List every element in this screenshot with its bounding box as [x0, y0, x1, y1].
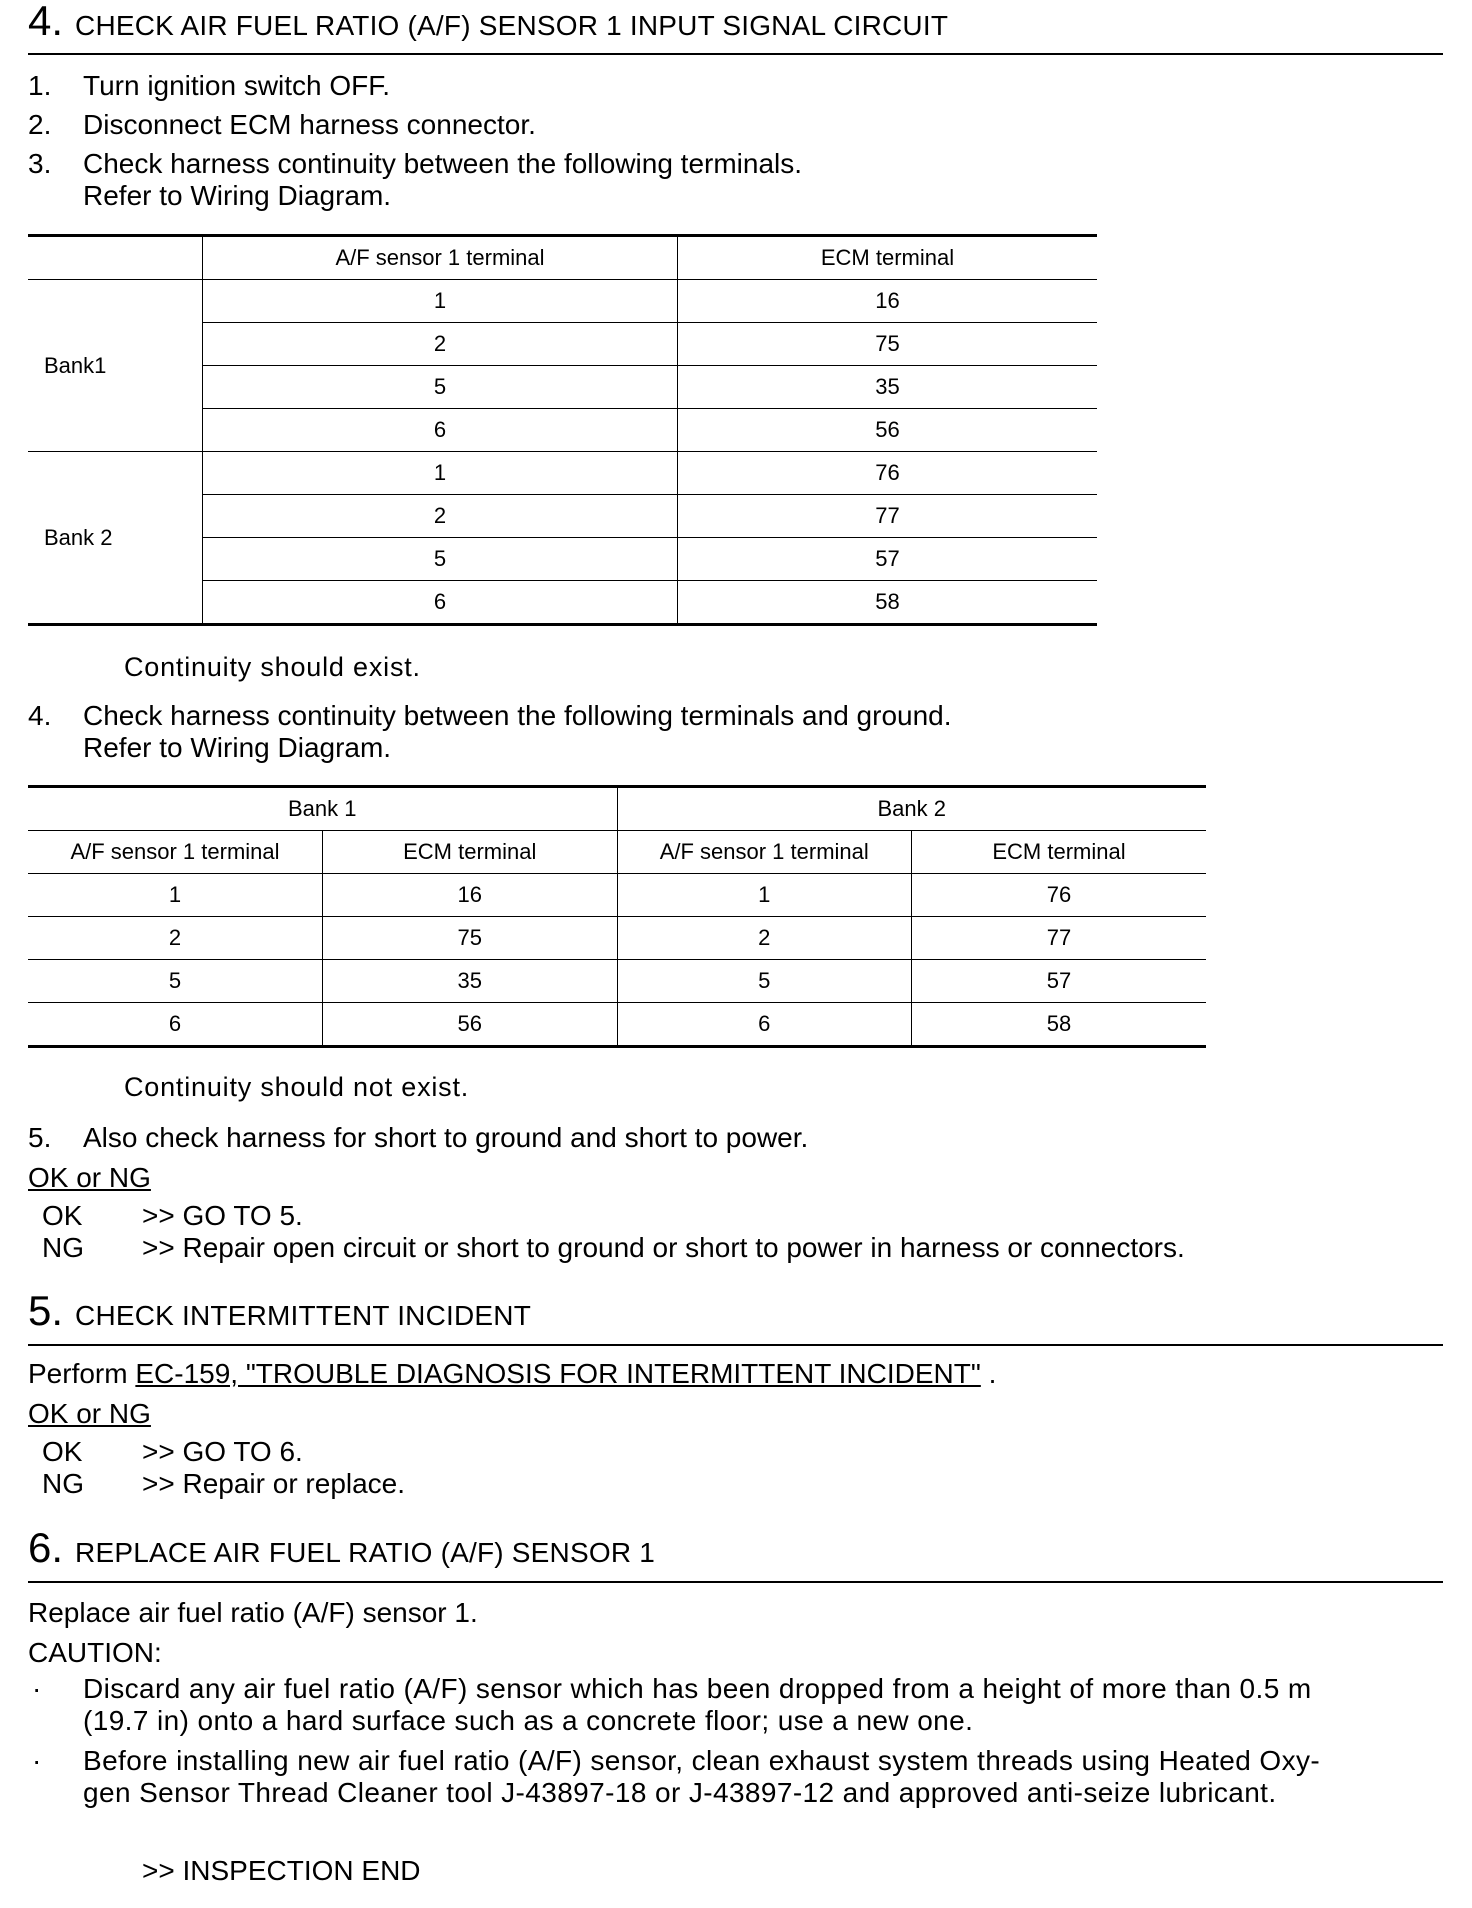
table-row: 2 77: [28, 495, 1097, 538]
step-4-instructions: [28, 70, 1443, 212]
list-item: · Before installing new air fuel ratio (A/F) sensor, clean exhaust system threads using Heated Oxy- gen Sensor Thread Cleaner tool J-43897-18 or J-43897-12 and approved anti-seize lubricant.: [32, 1745, 1321, 1808]
table-row: Bank1 1 16: [28, 280, 1097, 323]
table-row: 5 35: [28, 366, 1097, 409]
bank-label: Bank1: [28, 280, 203, 452]
step-4-header: 4 . CHECK AIR FUEL RATIO (A/F) SENSOR 1 INPUT SIGNAL CIRCUIT: [28, 0, 1443, 55]
ok-result: OK >> GO TO 6.: [42, 1436, 303, 1467]
step-5-number: 5: [28, 1287, 52, 1334]
intermittent-incident-link[interactable]: EC-159, "TROUBLE DIAGNOSIS FOR INTERMITTENT INCIDENT": [135, 1358, 981, 1389]
instruction-5: 5. Also check harness for short to ground and short to power.: [28, 1122, 809, 1153]
ng-result: NG >> Repair open circuit or short to ground or short to power in harness or connectors.: [42, 1232, 1185, 1263]
step-4-number: 4: [28, 0, 52, 44]
list-item: · Discard any air fuel ratio (A/F) sensor which has been dropped from a height of more than 0.5 m (19.7 in) onto a hard surface such as a concrete floor; use a new one.: [32, 1673, 1312, 1736]
step-6-title: REPLACE AIR FUEL RATIO (A/F) SENSOR 1: [75, 1537, 655, 1568]
continuity-table-2: [28, 785, 1206, 1048]
inspection-end: >> INSPECTION END: [142, 1855, 421, 1886]
spec-continuity-not-exist: Continuity should not exist.: [124, 1072, 470, 1102]
ok-result: OK >> GO TO 5.: [42, 1200, 303, 1231]
step-6-instruction: Replace air fuel ratio (A/F) sensor 1.: [28, 1597, 478, 1628]
step-5-result: [28, 1398, 1443, 1500]
instruction-3-line-2: Refer to Wiring Diagram.: [83, 180, 392, 211]
ok-or-ng-label: OK or NG: [28, 1162, 151, 1193]
step-4-result: [28, 1162, 1443, 1264]
table-row: 6 56 6 58: [28, 1003, 1206, 1047]
spec-continuity-exist: Continuity should exist.: [124, 652, 421, 682]
caution-label: CAUTION:: [28, 1637, 162, 1668]
table-bank-header-row: [28, 787, 1206, 831]
ok-or-ng-label: OK or NG: [28, 1398, 151, 1429]
table-row: 2 75: [28, 323, 1097, 366]
header-af-sensor-terminal: A/F sensor 1 terminal: [203, 236, 678, 280]
table-row: 5 57: [28, 538, 1097, 581]
step-6-number: 6: [28, 1524, 52, 1571]
step-6-header: 6 . REPLACE AIR FUEL RATIO (A/F) SENSOR 1: [28, 1527, 1443, 1583]
table-row: 2 75 2 77: [28, 917, 1206, 960]
continuity-table-1: [28, 234, 1097, 626]
step-5-header: 5 . CHECK INTERMITTENT INCIDENT: [28, 1290, 1443, 1346]
caution-bullets: [28, 1673, 1443, 1809]
instruction-3: 3. Check harness continuity between the following terminals.: [28, 148, 803, 179]
table-row: 1 16 1 76: [28, 874, 1206, 917]
table-row: 5 35 5 57: [28, 960, 1206, 1003]
step-5-instruction: Perform EC-159, "TROUBLE DIAGNOSIS FOR INTERMITTENT INCIDENT" .: [28, 1358, 997, 1389]
table-row: 6 56: [28, 409, 1097, 452]
instruction-2: 2. Disconnect ECM harness connector.: [28, 109, 536, 140]
table-header-row: A/F sensor 1 terminal ECM terminal A/F sensor 1 terminal ECM terminal: [28, 831, 1206, 874]
ng-result: NG >> Repair or replace.: [42, 1468, 406, 1499]
bank-1-header: Bank 1: [28, 787, 617, 831]
step-5-title: CHECK INTERMITTENT INCIDENT: [75, 1300, 532, 1331]
table-row: 6 58: [28, 581, 1097, 625]
table-header-row: [28, 236, 1097, 280]
table-row: Bank 2 1 76: [28, 452, 1097, 495]
bank-2-header: Bank 2: [877, 796, 946, 821]
step-4-title: CHECK AIR FUEL RATIO (A/F) SENSOR 1 INPUT SIGNAL CIRCUIT: [75, 10, 949, 41]
instruction-1: 1. Turn ignition switch OFF.: [28, 70, 391, 101]
instruction-4: 4. Check harness continuity between the following terminals and ground. Refer to Wiring Diagram.: [28, 700, 952, 763]
header-ecm-terminal: ECM terminal: [820, 245, 955, 270]
bank-label: Bank 2: [28, 452, 203, 625]
